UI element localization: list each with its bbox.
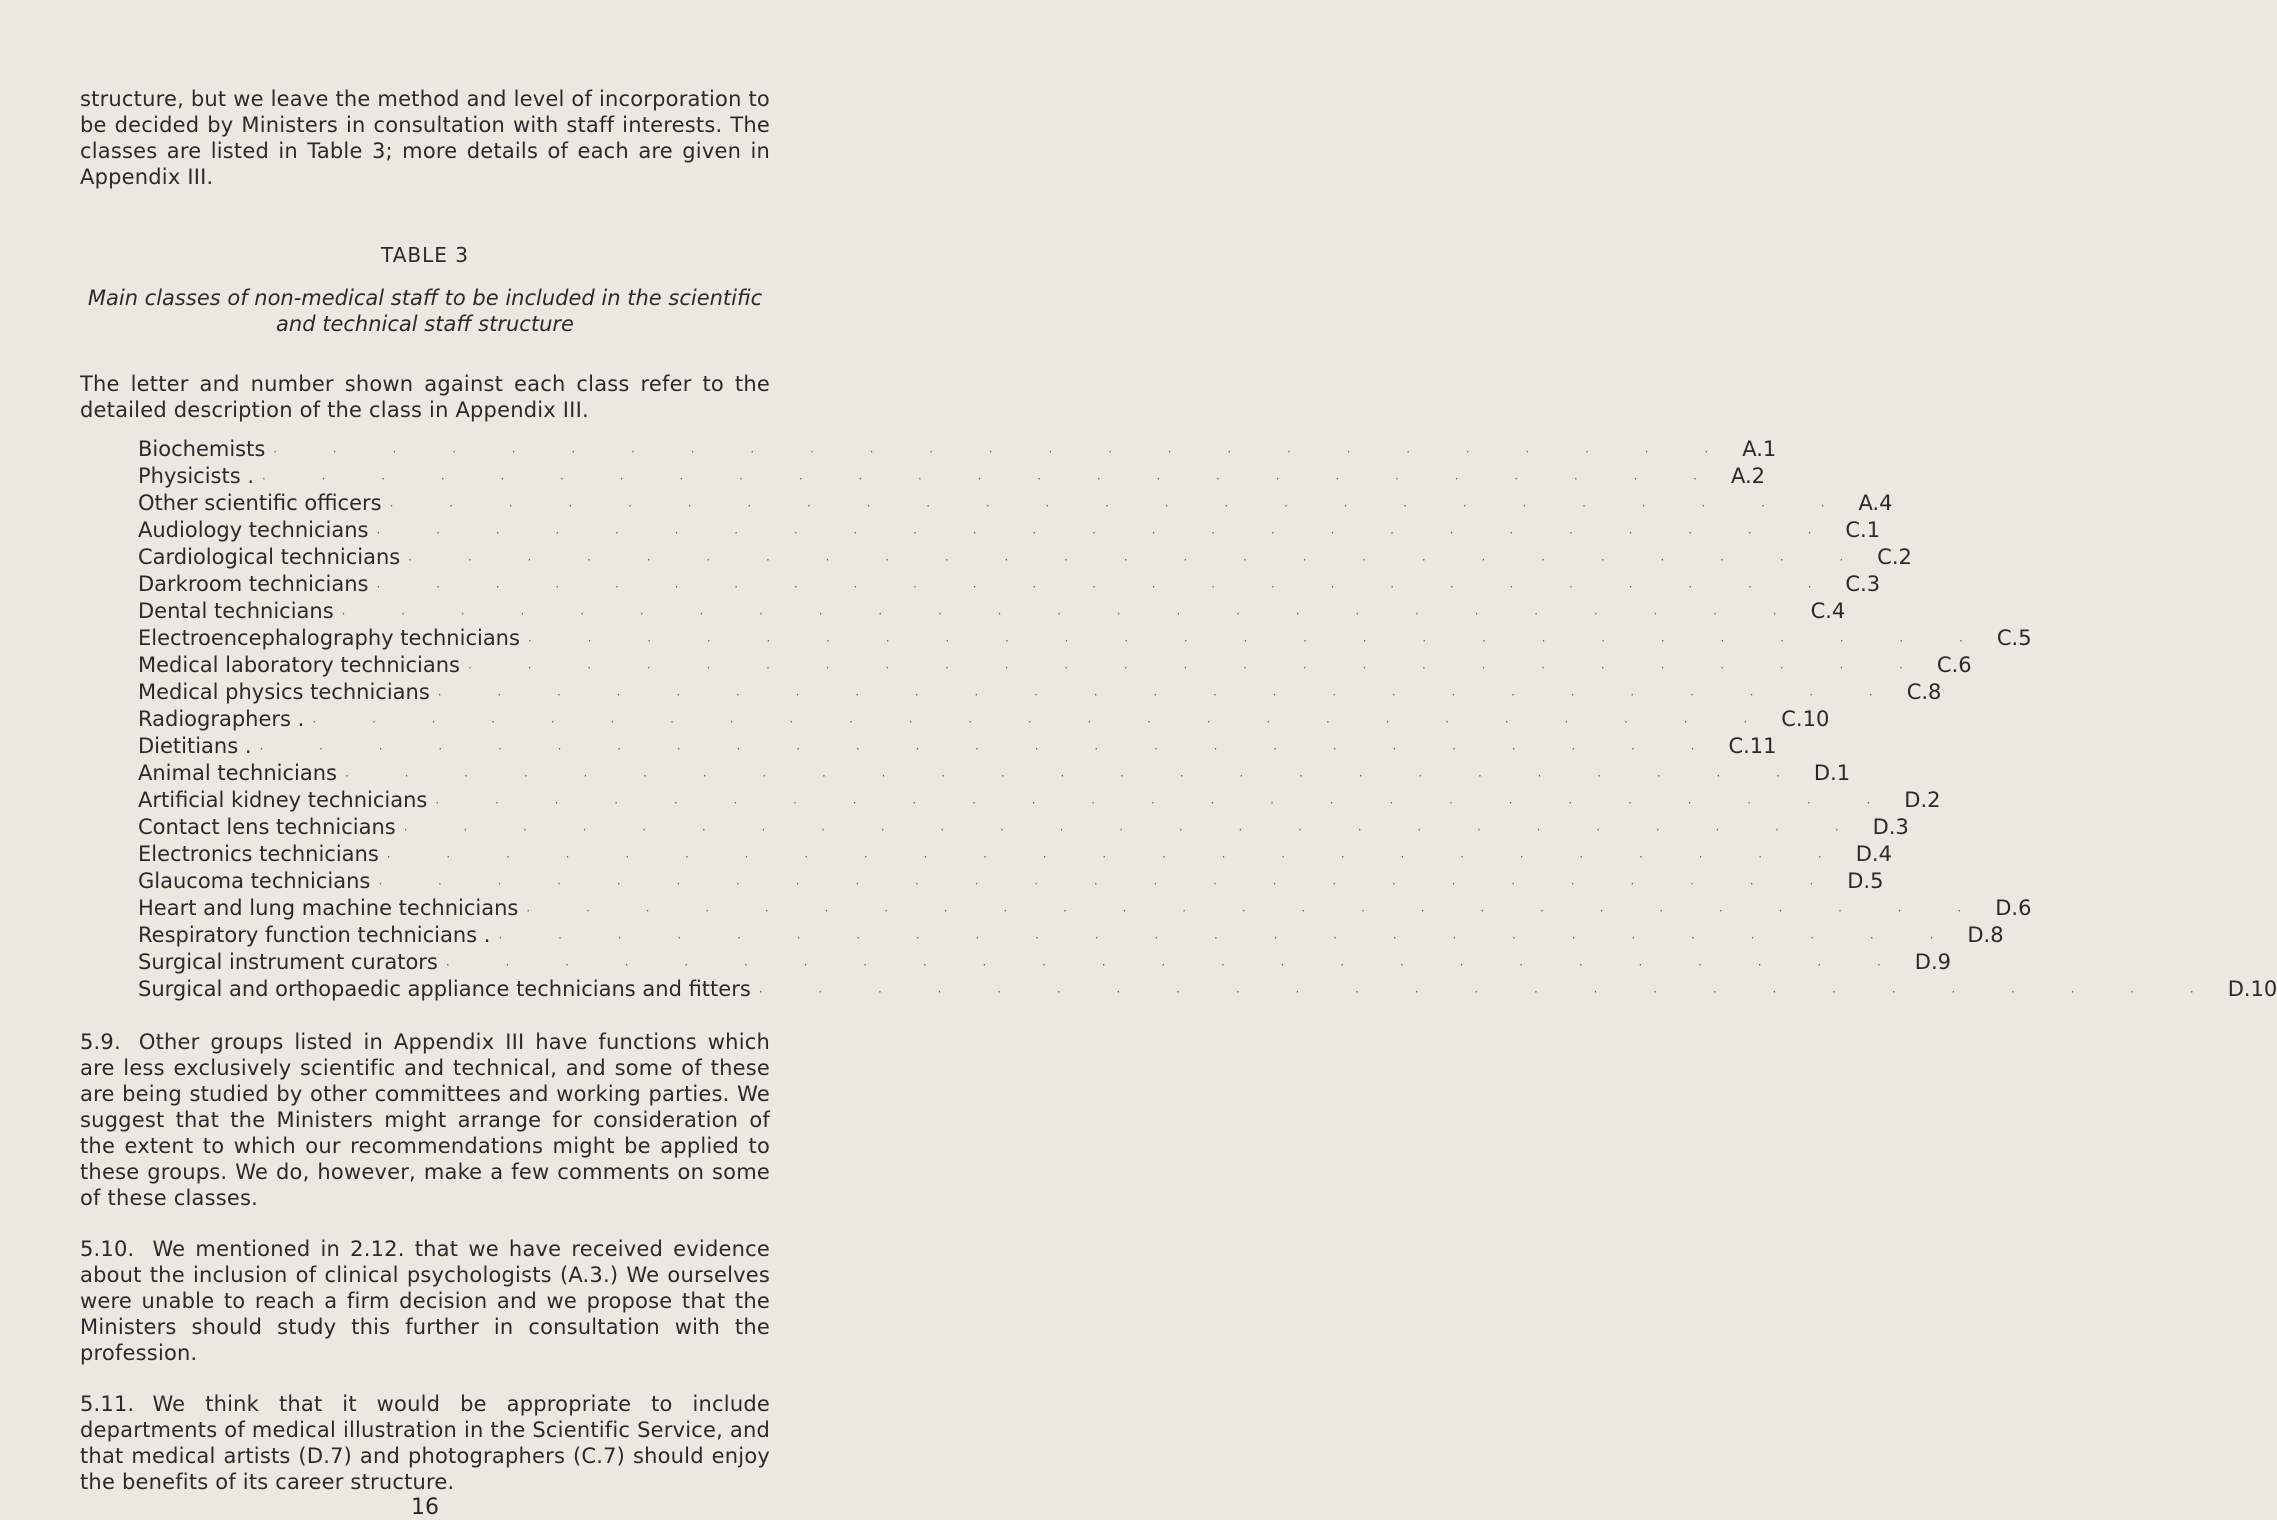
document-page [80, 86, 2277, 1520]
class-row [138, 977, 2277, 1004]
class-row [138, 896, 2032, 923]
opening-paragraph: structure, but we leave the method and level of incorporation to be decided by Ministers in consultation with staff interests. The classes are listed in Table 3; more details of each are given in Appendix III. [80, 87, 770, 189]
leader-dots: · · · · · · · · · · · · · · · · · · · · · · · · · [435, 796, 1897, 810]
class-label: Electronics technicians [138, 842, 379, 866]
class-label: Respiratory function technicians . [138, 923, 491, 947]
class-row [138, 572, 1881, 599]
class-row [138, 653, 1972, 680]
class-code: C.2 [1877, 545, 1912, 569]
class-label: Artificial kidney technicians [138, 788, 428, 812]
class-row [138, 950, 1952, 977]
class-code: C.4 [1810, 599, 1846, 623]
leader-dots: · · · · · · · · · · · · · · · · · · · · · · · · · [467, 661, 1929, 675]
class-row [138, 518, 1881, 545]
class-row [138, 815, 1909, 842]
class-label: Glaucoma technicians [138, 869, 371, 893]
class-code: D.2 [1904, 788, 1941, 812]
class-list [138, 437, 2277, 1004]
class-code: D.1 [1813, 761, 1851, 785]
class-code: C.8 [1906, 680, 1942, 704]
numbered-paragraph [80, 1236, 770, 1366]
table-subtitle: Main classes of non-medical staff to be included in the scientific and technical staff structure [87, 286, 763, 336]
leader-dots: · · · · · · · · · · · · · · · · · · · · · · · · · [527, 634, 1989, 648]
class-row [138, 464, 1765, 491]
paragraph-number: 5.10. [80, 1237, 135, 1261]
class-row [138, 734, 1777, 761]
class-code: A.1 [1742, 437, 1777, 461]
class-label: Other scientific officers [138, 491, 382, 515]
leader-dots: · · · · · · · · · · · · · · · · · · · · · · · · · [378, 877, 1840, 891]
numbered-paragraph [80, 1029, 770, 1211]
leader-dots: · · · · · · · · · · · · · · · · · · · · · · · · · [389, 499, 1851, 513]
class-label: Radiographers . [138, 707, 305, 731]
leader-dots: · · · · · · · · · · · · · · · · · · · · · · · · · [437, 688, 1899, 702]
class-code: A.2 [1730, 464, 1765, 488]
leader-dots: · · · · · · · · · · · · · · · · · · · · · · · · · [386, 850, 1848, 864]
class-label: Dental technicians [138, 599, 334, 623]
class-label: Physicists . [138, 464, 255, 488]
leader-dots: · · · · · · · · · · · · · · · · · · · · · · · · · [526, 904, 1988, 918]
leader-dots: · · · · · · · · · · · · · · · · · · · · · · · · · [259, 742, 1721, 756]
class-row [138, 437, 1777, 464]
class-code: C.5 [1996, 626, 2032, 650]
class-label: Audiology technicians [138, 518, 369, 542]
class-label: Animal technicians [138, 761, 337, 785]
class-label: Electroencephalography technicians [138, 626, 520, 650]
class-row [138, 761, 1851, 788]
class-label: Surgical instrument curators [138, 950, 438, 974]
paragraph-text: Other groups listed in Appendix III have functions which are less exclusively scientific and technical, and some of these are being studied by other committees and working parties. We suggest that the Ministers might arrange for consideration of the extent to which our recommendations might be applied to these groups. We do, however, make a few comments on some of these classes. [80, 1030, 770, 1210]
class-row [138, 680, 1942, 707]
leader-dots: · · · · · · · · · · · · · · · · · · · · · · · · · [376, 526, 1838, 540]
class-code: C.11 [1728, 734, 1777, 758]
class-row [138, 869, 1884, 896]
class-label: Biochemists [138, 437, 266, 461]
table-title: TABLE 3 [381, 243, 469, 267]
leader-dots: · · · · · · · · · · · · · · · · · · · · · · · · · [498, 931, 1960, 945]
class-code: C.6 [1936, 653, 1972, 677]
class-label: Dietitians . [138, 734, 252, 758]
class-label: Surgical and orthopaedic appliance technicians and fitters [138, 977, 751, 1001]
class-label: Medical laboratory technicians [138, 653, 460, 677]
class-code: C.1 [1845, 518, 1881, 542]
leader-dots: · · · · · · · · · · · · · · · · · · · · · · · · · [758, 985, 2220, 999]
class-code: A.4 [1858, 491, 1893, 515]
class-label: Heart and lung machine technicians [138, 896, 519, 920]
leader-dots: · · · · · · · · · · · · · · · · · · · · · · · · · [403, 823, 1865, 837]
class-code: D.5 [1847, 869, 1884, 893]
class-row [138, 923, 2004, 950]
class-code: D.3 [1872, 815, 1909, 839]
class-label: Cardiological technicians [138, 545, 401, 569]
class-code: D.6 [1995, 896, 2032, 920]
leader-dots: · · · · · · · · · · · · · · · · · · · · · · · · · [273, 445, 1735, 459]
leader-dots: · · · · · · · · · · · · · · · · · · · · · · · · · [341, 607, 1803, 621]
class-code: C.10 [1781, 707, 1830, 731]
paragraph-text: We think that it would be appropriate to include departments of medical illustration in the Scientific Service, and that medical artists (D.7) and photographers (C.7) should enjoy the benefits of its career structure. [80, 1392, 770, 1494]
intro-paragraph: The letter and number shown against each class refer to the detailed description of the class in Appendix III. [80, 372, 770, 422]
paragraph-number: 5.9. [80, 1030, 121, 1054]
class-row [138, 788, 1941, 815]
class-code: D.4 [1855, 842, 1892, 866]
class-row [138, 626, 2032, 653]
class-code: D.8 [1967, 923, 2004, 947]
class-label: Medical physics technicians [138, 680, 430, 704]
leader-dots: · · · · · · · · · · · · · · · · · · · · · · · · · [262, 472, 1723, 486]
paragraph-number: 5.11. [80, 1392, 135, 1416]
class-row [138, 707, 1830, 734]
class-row [138, 491, 1893, 518]
paragraph-text: We mentioned in 2.12. that we have received evidence about the inclusion of clinical psychologists (A.3.) We ourselves were unable to reach a firm decision and we propose that the Ministers should study this further in consultation with the profession. [80, 1237, 770, 1365]
class-label: Darkroom technicians [138, 572, 369, 596]
leader-dots: · · · · · · · · · · · · · · · · · · · · · · · · · [445, 958, 1907, 972]
leader-dots: · · · · · · · · · · · · · · · · · · · · · · · · · [345, 769, 1806, 783]
page-number: 16 [411, 1495, 439, 1520]
leader-dots: · · · · · · · · · · · · · · · · · · · · · · · · · [312, 715, 1774, 729]
class-label: Contact lens technicians [138, 815, 396, 839]
class-row [138, 599, 1846, 626]
class-row [138, 545, 1912, 572]
class-code: D.10 [2227, 977, 2277, 1001]
leader-dots: · · · · · · · · · · · · · · · · · · · · · · · · · [408, 553, 1870, 567]
numbered-paragraph [80, 1391, 770, 1495]
class-code: C.3 [1845, 572, 1881, 596]
class-row [138, 842, 1892, 869]
numbered-paragraphs [80, 1029, 770, 1495]
class-code: D.9 [1914, 950, 1952, 974]
leader-dots: · · · · · · · · · · · · · · · · · · · · · · · · · [376, 580, 1838, 594]
